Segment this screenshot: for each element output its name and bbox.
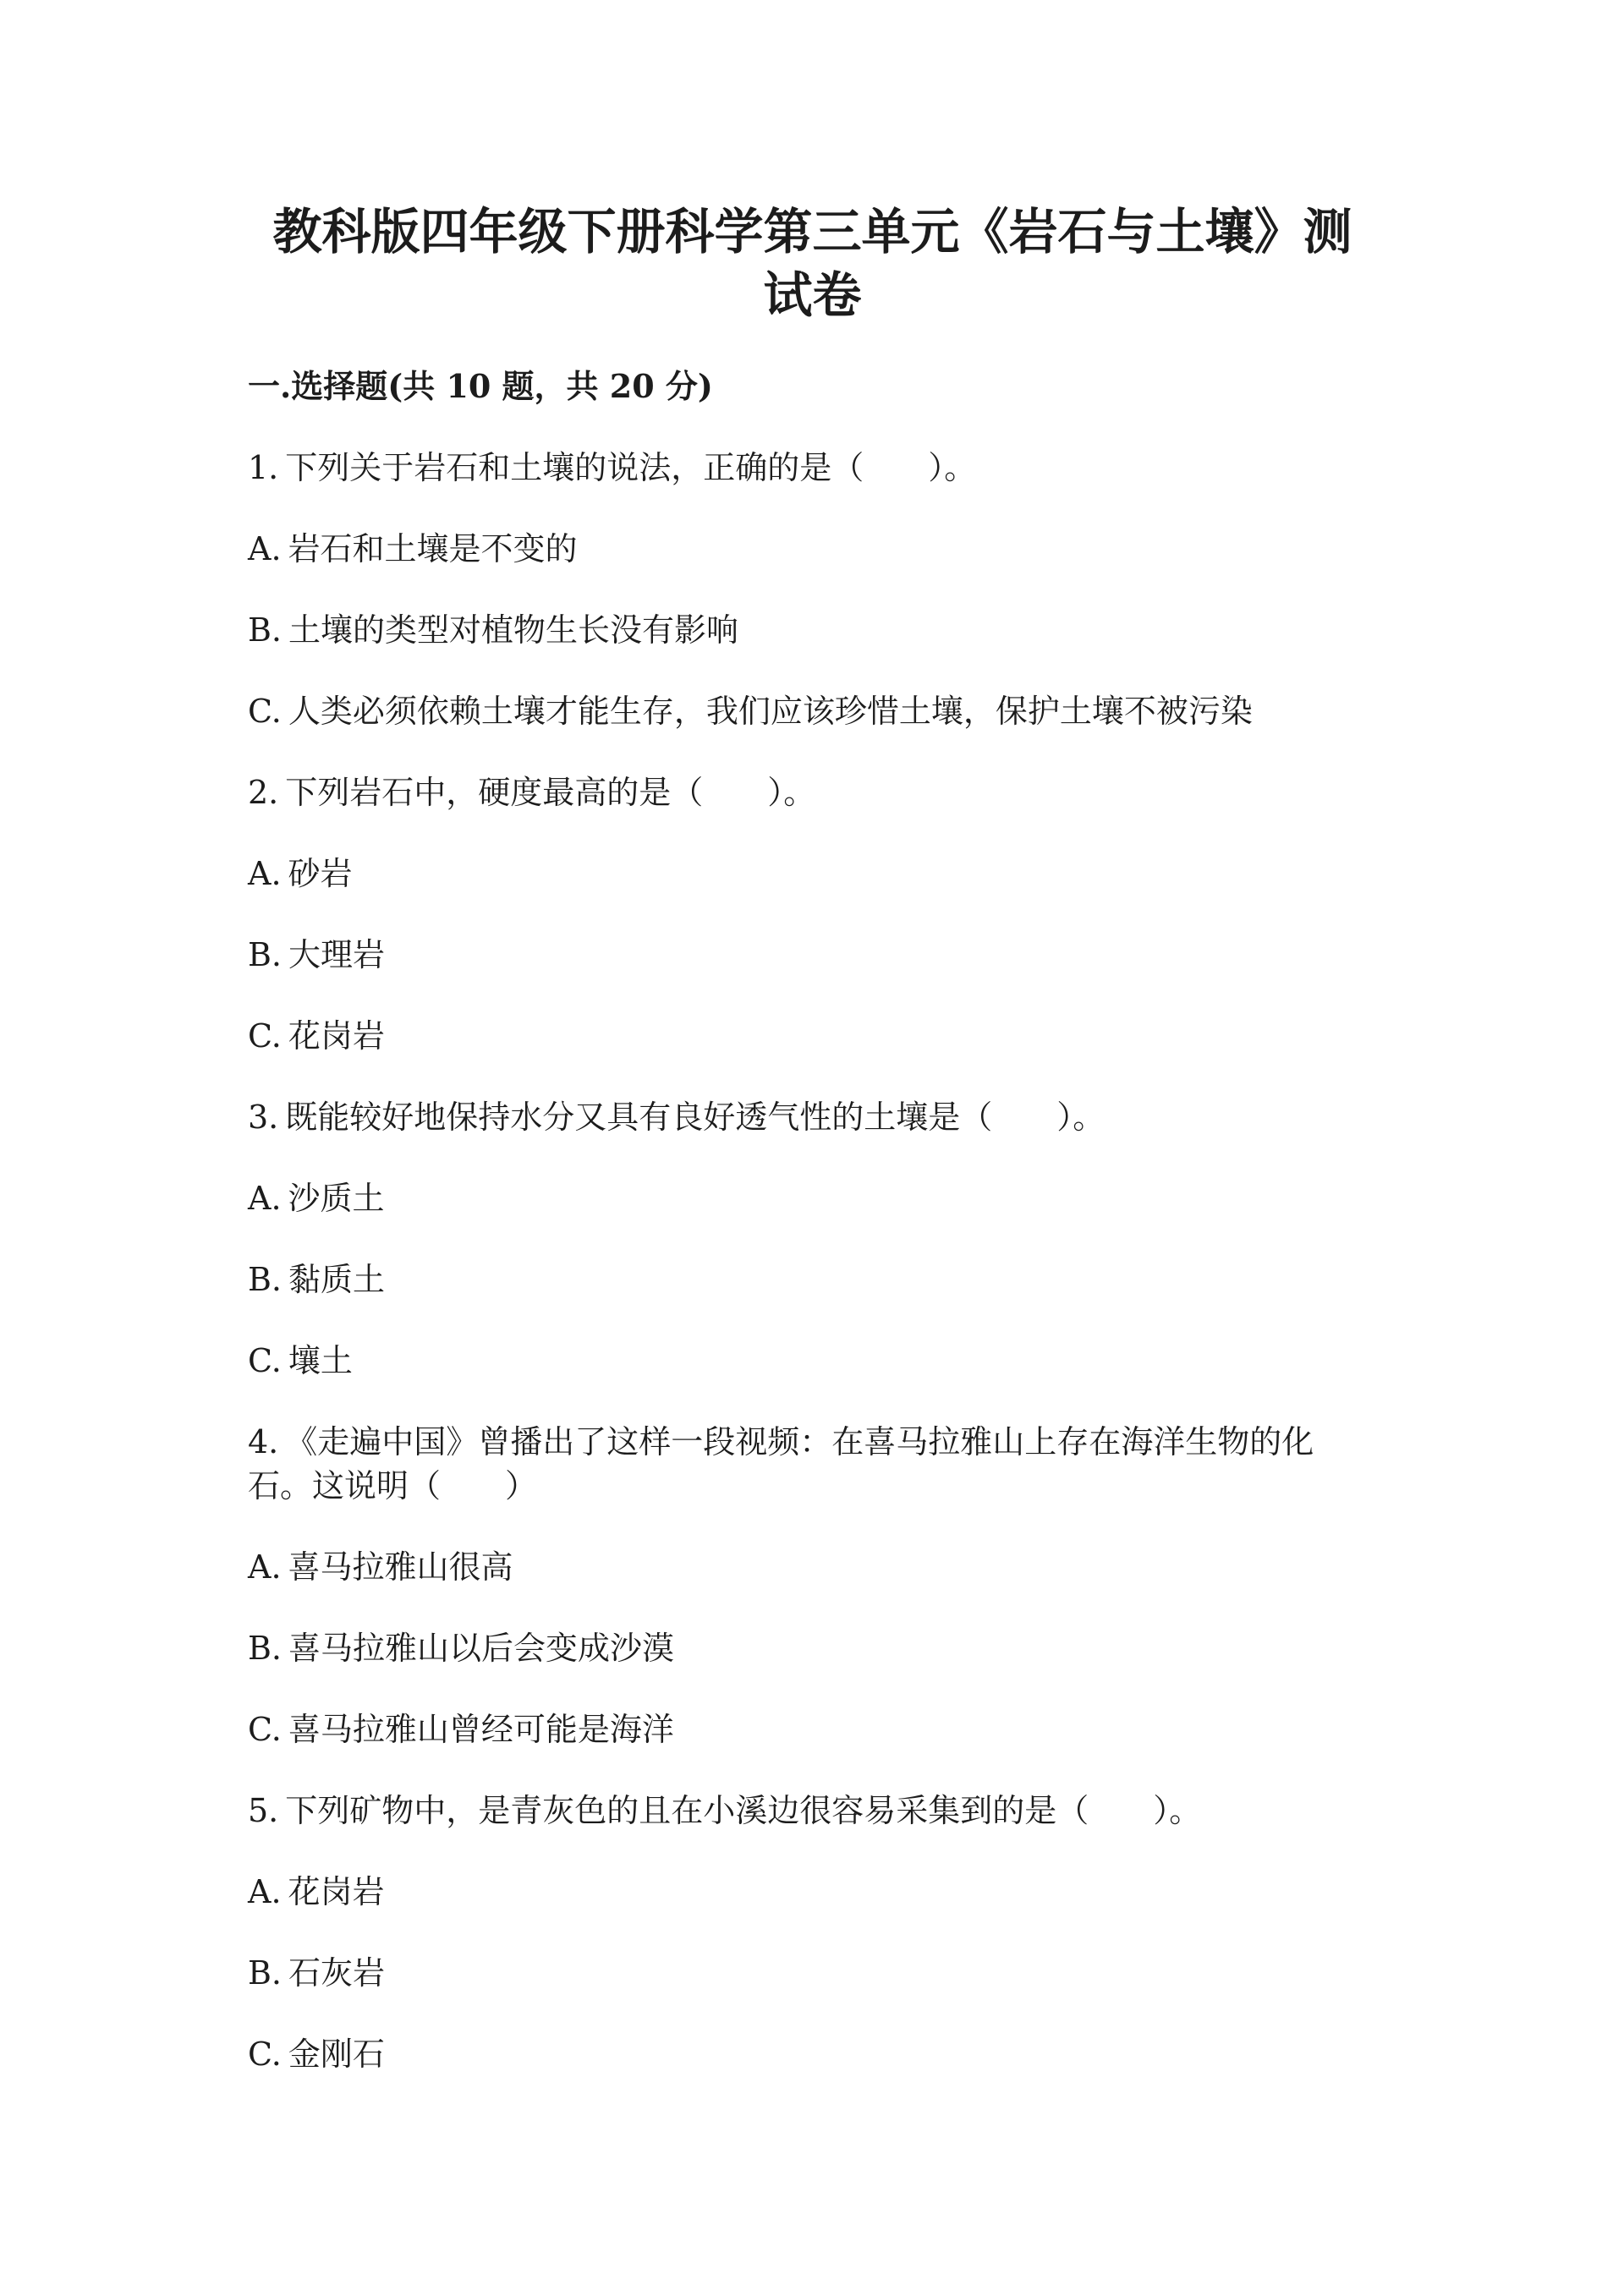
option-c [248, 2032, 1344, 2076]
option-letter: A. [248, 1873, 282, 1910]
question-1 [248, 446, 1344, 733]
question-number: 4. [248, 1423, 279, 1460]
question-stem [248, 1095, 1344, 1139]
question-number: 3. [248, 1099, 279, 1136]
option-text: 大理岩 [288, 936, 386, 973]
question-text: 既能较好地保持水分又具有良好透气性的土壤是（ ）。 [285, 1099, 1106, 1136]
option-text: 砂岩 [288, 855, 353, 892]
option-a [248, 1176, 1344, 1220]
question-text: 《走遍中国》曾播出了这样一段视频：在喜马拉雅山上存在海洋生物的化石。这说明（ ） [248, 1423, 1314, 1504]
option-letter: B. [248, 1261, 283, 1298]
option-text: 花岗岩 [288, 1873, 385, 1910]
option-letter: A. [248, 855, 282, 892]
option-c [248, 1014, 1344, 1058]
option-c [248, 1707, 1344, 1751]
option-b [248, 1951, 1344, 1995]
option-letter: B. [248, 1954, 283, 1992]
document-title: 教科版四年级下册科学第三单元《岩石与土壤》测试卷 [272, 203, 1352, 324]
question-5 [248, 1789, 1344, 2076]
option-letter: A. [248, 530, 282, 567]
option-text: 人类必须依赖土壤才能生存，我们应该珍惜土壤，保护土壤不被污染 [288, 693, 1253, 730]
option-a [248, 1870, 1344, 1914]
section-heading: 一.选择题(共 10 题，共 20 分) [248, 367, 713, 405]
option-letter: C. [248, 1342, 282, 1379]
option-text: 土壤的类型对植物生长没有影响 [288, 611, 739, 649]
option-letter: C. [248, 2036, 282, 2073]
option-text: 花岗岩 [288, 1017, 385, 1055]
option-letter: C. [248, 1711, 282, 1748]
option-a [248, 527, 1344, 571]
option-b [248, 1626, 1344, 1670]
option-letter: C. [248, 1017, 282, 1055]
question-stem [248, 770, 1344, 814]
option-c [248, 689, 1344, 733]
option-text: 喜马拉雅山曾经可能是海洋 [288, 1711, 674, 1748]
question-text: 下列岩石中，硬度最高的是（ ）。 [285, 774, 816, 811]
option-b [248, 608, 1344, 652]
option-letter: C. [248, 693, 282, 730]
option-text: 石灰岩 [288, 1954, 386, 1992]
question-3 [248, 1095, 1344, 1383]
exam-content [248, 364, 1344, 2113]
question-stem [248, 446, 1344, 490]
question-number: 1. [248, 449, 279, 486]
option-text: 沙质土 [288, 1180, 385, 1217]
option-letter: A. [248, 1180, 282, 1217]
option-text: 喜马拉雅山以后会变成沙漠 [288, 1630, 675, 1667]
option-a [248, 1545, 1344, 1589]
question-number: 2. [248, 774, 279, 811]
option-text: 金刚石 [288, 2036, 385, 2073]
option-letter: A. [248, 1548, 282, 1586]
question-text: 下列关于岩石和土壤的说法，正确的是（ ）。 [285, 449, 977, 486]
option-text: 壤土 [288, 1342, 353, 1379]
option-letter: B. [248, 611, 283, 649]
option-b [248, 1258, 1344, 1301]
option-a [248, 852, 1344, 896]
option-text: 岩石和土壤是不变的 [288, 530, 578, 567]
question-4 [248, 1420, 1344, 1751]
option-b [248, 933, 1344, 977]
option-text: 黏质土 [288, 1261, 386, 1298]
option-c [248, 1339, 1344, 1383]
question-number: 5. [248, 1792, 279, 1829]
option-letter: B. [248, 1630, 283, 1667]
option-text: 喜马拉雅山很高 [288, 1548, 513, 1586]
question-stem [248, 1420, 1344, 1508]
question-text: 下列矿物中，是青灰色的且在小溪边很容易采集到的是（ ）。 [285, 1792, 1202, 1829]
question-2 [248, 770, 1344, 1058]
option-letter: B. [248, 936, 283, 973]
question-stem [248, 1789, 1344, 1833]
